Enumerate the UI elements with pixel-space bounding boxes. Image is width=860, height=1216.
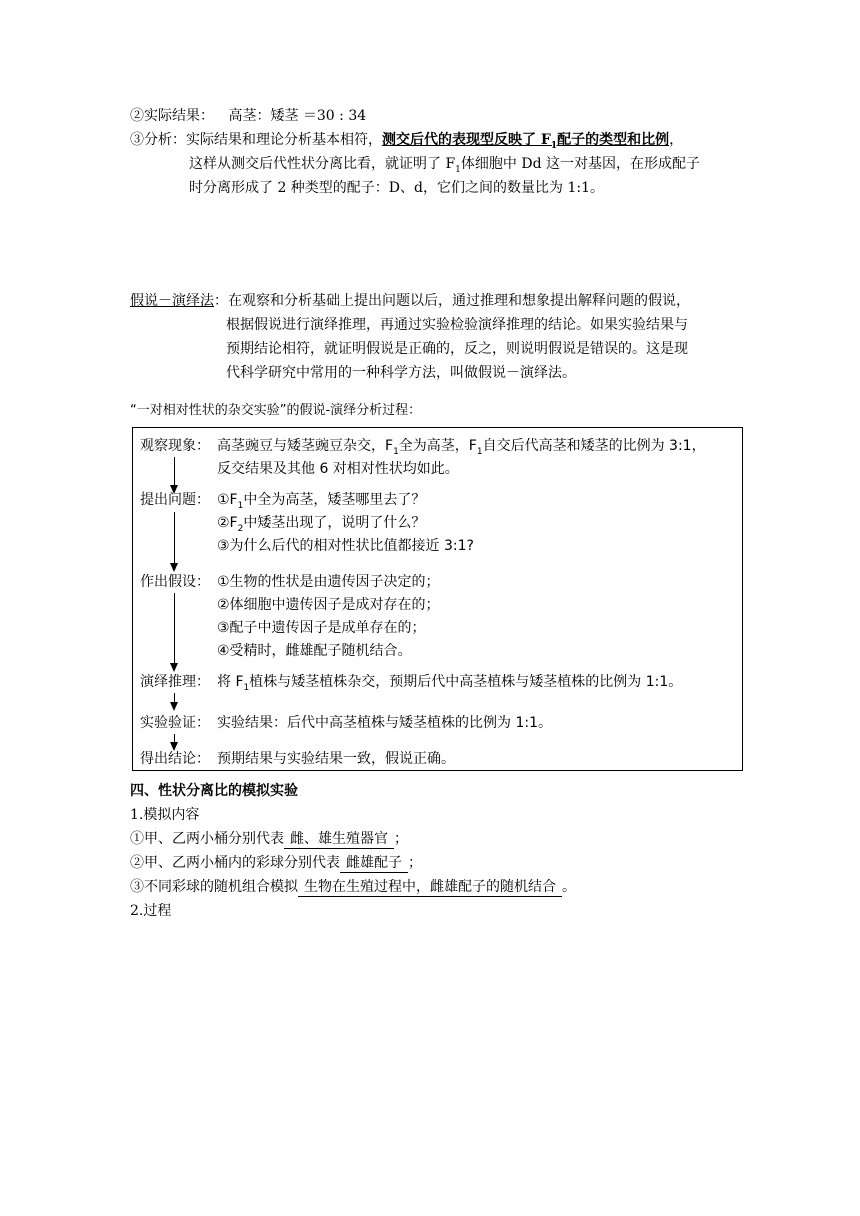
step-verify-label: 实验验证： xyxy=(140,715,210,731)
sim-item-3: ③不同彩球的随机组合模拟 生物在生殖过程中，雌雄配子的随机结合 。 xyxy=(130,879,576,895)
hypothesis-line-1: 假说－演绎法：在观察和分析基础上提出问题以后，通过推理和想象提出解释问题的假说， xyxy=(130,293,690,309)
subsection-content: 1.模拟内容 xyxy=(130,807,200,823)
arrow-down-icon xyxy=(170,702,178,711)
analysis-label: ③分析： xyxy=(130,132,186,148)
step-conclusion-text: 预期结果与实验结果一致，假说正确。 xyxy=(217,751,455,767)
step-observe-label: 观察现象： xyxy=(140,438,210,454)
step-question-text-3: ③为什么后代的相对性状比值都接近 3:1? xyxy=(217,538,474,554)
analysis-line-3: 时分离形成了 2 种类型的配子：D、d，它们之间的数量比为 1:1。 xyxy=(189,180,604,196)
step-observe-text-2: 反交结果及其他 6 对相对性状均如此。 xyxy=(217,461,459,477)
result-value: 高茎：矮茎 ＝30 : 34 xyxy=(228,108,367,124)
analysis-text: 实际结果和理论分析基本相符， xyxy=(186,132,382,148)
flow-arrow-line xyxy=(174,457,175,486)
arrow-down-icon xyxy=(170,563,178,572)
step-hypothesis-text-3: ③配子中遗传因子是成单存在的； xyxy=(217,620,426,636)
flow-arrow-line xyxy=(174,512,175,564)
sim-item-1: ①甲、乙两小桶分别代表 雌、雄生殖器官 ； xyxy=(130,831,408,847)
result-line xyxy=(130,106,366,126)
step-hypothesis-text-4: ④受精时，雌雄配子随机结合。 xyxy=(217,643,412,659)
step-hypothesis-text-2: ②体细胞中遗传因子是成对存在的； xyxy=(217,597,440,613)
arrow-down-icon xyxy=(170,663,178,672)
analysis-emphasis: 测交后代的表现型反映了 $F_1$配子的类型和比例 xyxy=(382,132,670,151)
step-question-label: 提出问题： xyxy=(140,492,210,508)
step-deduction-text: 将 $F_1$植株与矮茎植株杂交，预期后代中高茎植株与矮茎植株的比例为 1:1。 xyxy=(217,674,683,693)
hypothesis-line-4: 代科学研究中常用的一种科学方法，叫做假说－演绎法。 xyxy=(226,365,576,381)
step-question-text-1: $①F_1$中全为高茎，矮茎哪里去了？ xyxy=(217,492,426,511)
hypothesis-term: 假说－演绎法 xyxy=(130,293,214,309)
flow-title: “一对相对性状的杂交实验”的假说-演绎分析过程： xyxy=(130,403,422,418)
step-hypothesis-text-1: ①生物的性状是由遗传因子决定的； xyxy=(217,574,440,590)
section-heading: 四、性状分离比的模拟实验 xyxy=(130,783,298,799)
sim-item-2: ②甲、乙两小桶内的彩球分别代表 雌雄配子 ； xyxy=(130,855,422,871)
subsection-process: 2.过程 xyxy=(130,903,172,919)
step-hypothesis-label: 作出假设： xyxy=(140,574,210,590)
result-label: ②实际结果： xyxy=(130,108,214,124)
step-observe-text-1: 高茎豌豆与矮茎豌豆杂交，$F_1$全为高茎，$F_1$自交后代高茎和矮茎的比例为 3:1， xyxy=(217,438,706,457)
step-verify-text: 实验结果：后代中高茎植株与矮茎植株的比例为 1:1。 xyxy=(217,715,552,731)
step-deduction-label: 演绎推理： xyxy=(140,674,210,690)
analysis-line-1: ③分析：实际结果和理论分析基本相符，测交后代的表现型反映了 $F_1$配子的类型和比例， xyxy=(130,132,684,151)
hypothesis-line-2: 根据假说进行演绎推理，再通过实验检验演绎推理的结论。如果实验结果与 xyxy=(226,317,688,333)
step-question-text-2: $②F_2$中矮茎出现了，说明了什么？ xyxy=(217,515,426,534)
answer-blank: 雌、雄生殖器官 xyxy=(284,830,394,849)
hypothesis-line-3: 预期结论相符，就证明假说是正确的，反之，则说明假说是错误的。这是现 xyxy=(226,341,688,357)
analysis-line-2: 这样从测交后代性状分离比看，就证明了 $F_1$体细胞中 Dd 这一对基因，在形成配子 xyxy=(189,156,700,175)
answer-blank: 雌雄配子 xyxy=(340,854,408,873)
flow-arrow-line xyxy=(174,593,175,664)
answer-blank: 生物在生殖过程中，雌雄配子的随机结合 xyxy=(298,878,562,897)
step-conclusion-label: 得出结论： xyxy=(140,751,210,767)
